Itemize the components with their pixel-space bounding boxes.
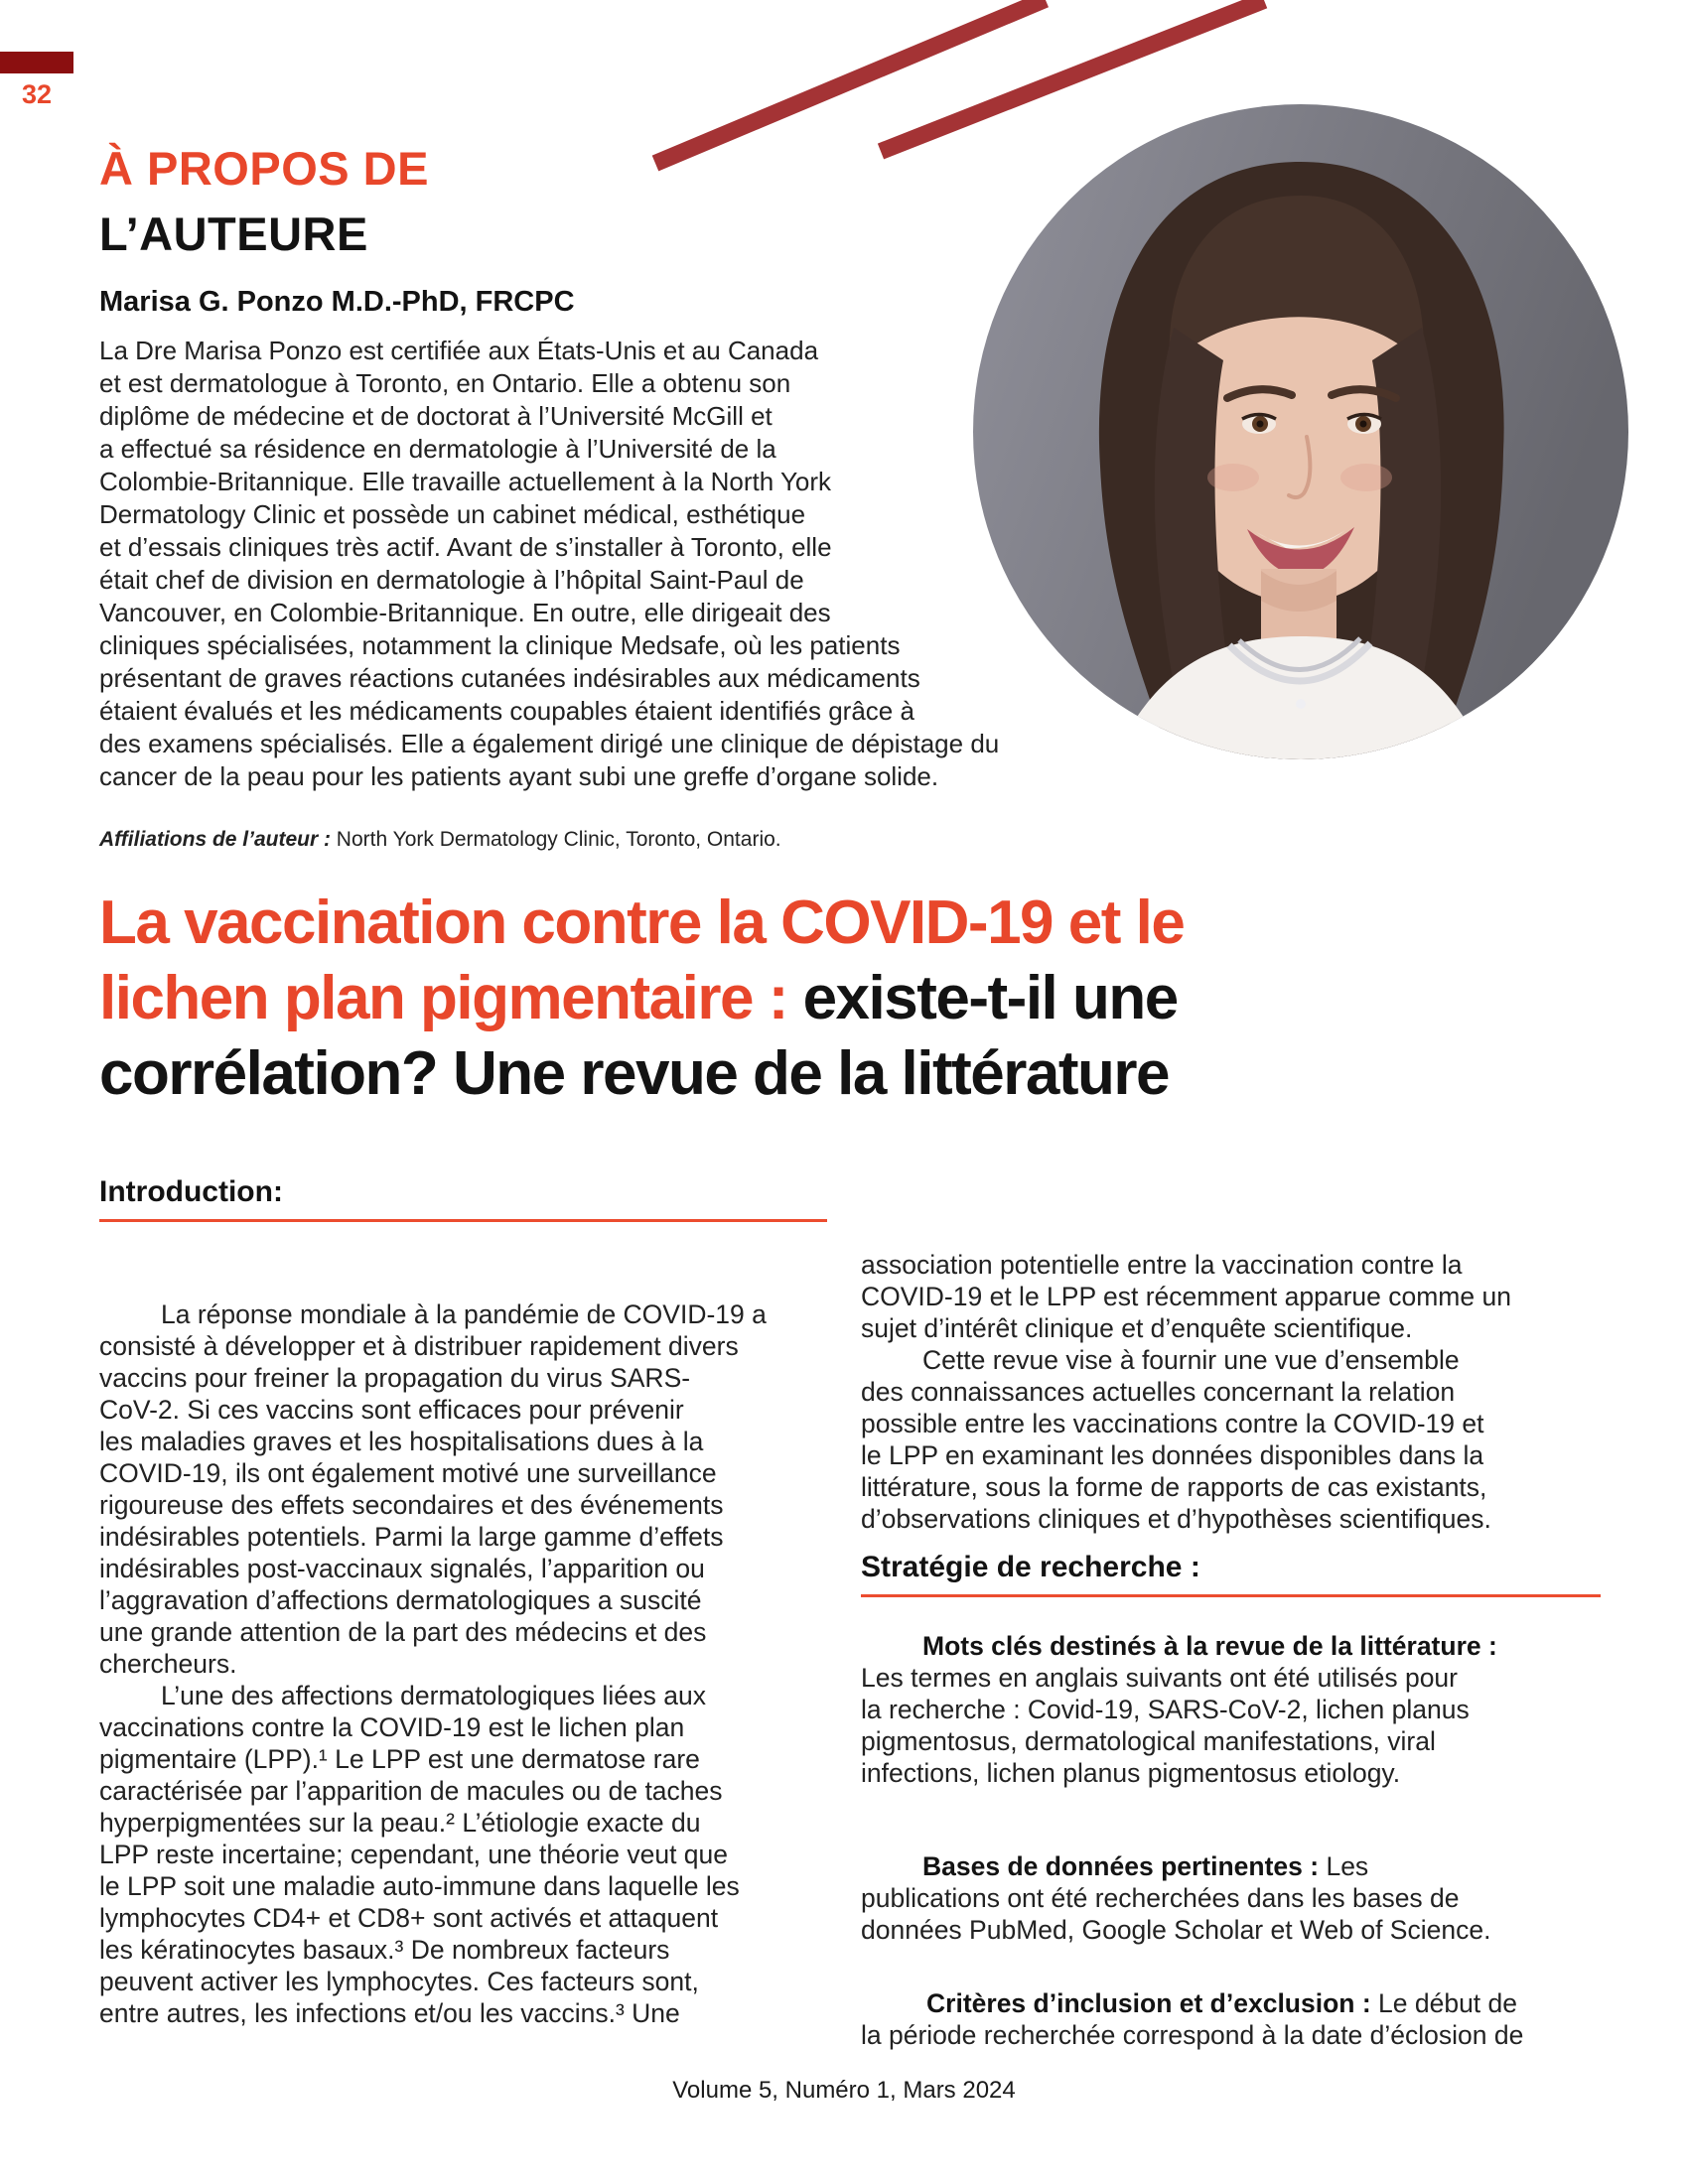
- author-bio: [99, 335, 999, 793]
- body-line: la recherche : Covid-19, SARS-CoV-2, lichen planus: [861, 1695, 1470, 1724]
- criteria-lead: Critères d’inclusion et d’exclusion :: [926, 1988, 1371, 2018]
- right-pupil: [1360, 421, 1367, 428]
- left-pupil: [1257, 421, 1264, 428]
- body-line: consisté à développer et à distribuer rapidement divers: [99, 1331, 739, 1361]
- article-title: [99, 886, 1184, 1112]
- body-text: Le début de: [1370, 1988, 1518, 2018]
- affiliations-text: North York Dermatology Clinic, Toronto, Ontario.: [330, 828, 781, 851]
- body-line: rigoureuse des effets secondaires et des événements: [99, 1490, 724, 1520]
- right-blush: [1340, 464, 1392, 491]
- introduction-paragraph-1: [99, 1298, 767, 1680]
- bio-line: Vancouver, en Colombie-Britannique. En outre, elle dirigeait des: [99, 598, 831, 627]
- body-line: indésirables potentiels. Parmi la large gamme d’effets: [99, 1522, 724, 1552]
- title-line1: [99, 886, 1184, 961]
- body-line: publications ont été recherchées dans les bases de: [861, 1883, 1460, 1913]
- about-kicker-line1: À PROPOS DE: [99, 142, 429, 195]
- journal-footer: Volume 5, Numéro 1, Mars 2024: [672, 2077, 1016, 2104]
- body-line: littérature, sous la forme de rapports de cas existants,: [861, 1472, 1487, 1502]
- author-photo: [973, 104, 1628, 759]
- diagonal-stripe-1: [652, 0, 1049, 171]
- body-line: lymphocytes CD4+ et CD8+ sont activés et attaquent: [99, 1903, 719, 1933]
- body-line: L’une des affections dermatologiques liées aux: [161, 1681, 707, 1710]
- body-line: association potentielle entre la vaccination contre la: [861, 1250, 1463, 1280]
- bio-line: cancer de la peau pour les patients ayant subi une greffe d’organe solide.: [99, 761, 939, 791]
- body-line: l’aggravation d’affections dermatologiques a suscité: [99, 1585, 702, 1615]
- body-line: indésirables post-vaccinaux signalés, l’apparition ou: [99, 1554, 705, 1583]
- body-line: le LPP soit une maladie auto-immune dans laquelle les: [99, 1871, 740, 1901]
- body-line: entre autres, les infections et/ou les vaccins.³ Une: [99, 1998, 680, 2028]
- page-number: 32: [22, 79, 53, 109]
- body-line: pigmentaire (LPP).¹ Le LPP est une dermatose rare: [99, 1744, 700, 1774]
- necklace-gem: [1296, 699, 1306, 709]
- databases-lead: Bases de données pertinentes :: [922, 1851, 1320, 1881]
- body-line: possible entre les vaccinations contre la COVID-19 et: [861, 1409, 1484, 1438]
- bio-line: étaient évalués et les médicaments coupables étaient identifiés grâce à: [99, 696, 914, 726]
- body-line: CoV-2. Si ces vaccins sont efficaces pour prévenir: [99, 1395, 684, 1425]
- bio-line: cliniques spécialisées, notamment la clinique Medsafe, où les patients: [99, 630, 901, 660]
- bio-line: et d’essais cliniques très actif. Avant de s’installer à Toronto, elle: [99, 532, 832, 562]
- author-name: Marisa G. Ponzo M.D.-PhD, FRCPC: [99, 286, 575, 318]
- left-blush: [1207, 464, 1259, 491]
- introduction-heading: Introduction:: [99, 1175, 283, 1208]
- introduction-paragraph-2: [99, 1680, 740, 2029]
- body-line: données PubMed, Google Scholar et Web of Science.: [861, 1915, 1491, 1945]
- title-accent-text: lichen plan pigmentaire :: [99, 964, 803, 1032]
- about-kicker-line2: L’AUTEURE: [99, 207, 368, 260]
- author-affiliations: [99, 828, 781, 852]
- body-line: des connaissances actuelles concernant la relation: [861, 1377, 1456, 1407]
- body-line: [861, 1850, 1490, 1882]
- body-line: Les termes en anglais suivants ont été utilisés pour: [861, 1663, 1458, 1693]
- affiliations-label: Affiliations de l’auteur :: [99, 828, 331, 851]
- title-plain-text: existe-t-il une: [802, 964, 1178, 1032]
- body-line: vaccins pour freiner la propagation du virus SARS-: [99, 1363, 691, 1393]
- body-line: LPP reste incertaine; cependant, une théorie veut que: [99, 1840, 729, 1869]
- introduction-heading-rule: [99, 1219, 827, 1222]
- search-strategy-heading-rule: [861, 1594, 1601, 1597]
- right-column-paragraph-continuation: [861, 1249, 1511, 1344]
- bio-line: était chef de division en dermatologie à l’hôpital Saint-Paul de: [99, 565, 804, 595]
- keywords-paragraph: [861, 1630, 1497, 1789]
- body-line: hyperpigmentées sur la peau.² L’étiologie exacte du: [99, 1808, 701, 1838]
- title-accent-text: La vaccination contre la COVID-19 et le: [99, 888, 1185, 957]
- bio-line: diplôme de médecine et de doctorat à l’Université McGill et: [99, 401, 773, 431]
- criteria-paragraph: [861, 1987, 1523, 2051]
- title-line3: corrélation? Une revue de la littérature: [99, 1039, 1170, 1108]
- databases-paragraph: [861, 1850, 1490, 1946]
- body-line: la période recherchée correspond à la date d’éclosion de: [861, 2020, 1524, 2050]
- body-line: Cette revue vise à fournir une vue d’ensemble: [922, 1345, 1460, 1375]
- author-portrait-illustration: [973, 104, 1628, 759]
- bio-line: Colombie-Britannique. Elle travaille actuellement à la North York: [99, 467, 832, 496]
- keywords-lead: Mots clés destinés à la revue de la littérature :: [922, 1631, 1497, 1661]
- body-line: [861, 1987, 1523, 2019]
- body-line: pigmentosus, dermatological manifestations, viral: [861, 1726, 1436, 1756]
- right-column-paragraph-2: [861, 1344, 1491, 1535]
- body-line: COVID-19, ils ont également motivé une surveillance: [99, 1458, 717, 1488]
- bio-line: présentant de graves réactions cutanées indésirables aux médicaments: [99, 663, 920, 693]
- title-line2: [99, 961, 1184, 1036]
- body-line: La réponse mondiale à la pandémie de COVID-19 a: [161, 1299, 767, 1329]
- body-line: vaccinations contre la COVID-19 est le lichen plan: [99, 1712, 685, 1742]
- folio-rect: [0, 52, 73, 73]
- bio-line: a effectué sa résidence en dermatologie à l’Université de la: [99, 434, 776, 464]
- body-line: les maladies graves et les hospitalisations dues à la: [99, 1427, 704, 1456]
- body-line: d’observations cliniques et d’hypothèses scientifiques.: [861, 1504, 1491, 1534]
- body-line: peuvent activer les lymphocytes. Ces facteurs sont,: [99, 1967, 699, 1996]
- search-strategy-heading: Stratégie de recherche :: [861, 1551, 1200, 1583]
- body-line: infections, lichen planus pigmentosus etiology.: [861, 1758, 1401, 1788]
- body-line: les kératinocytes basaux.³ De nombreux facteurs: [99, 1935, 670, 1965]
- bio-line: Dermatology Clinic et possède un cabinet médical, esthétique: [99, 499, 806, 529]
- body-line: le LPP en examinant les données disponibles dans la: [861, 1440, 1484, 1470]
- body-line: sujet d’intérêt clinique et d’enquête scientifique.: [861, 1313, 1413, 1343]
- bio-line: des examens spécialisés. Elle a également dirigé une clinique de dépistage du: [99, 729, 1000, 758]
- body-line: COVID-19 et le LPP est récemment apparue comme un: [861, 1282, 1511, 1311]
- body-text: Les: [1319, 1851, 1369, 1881]
- body-line: chercheurs.: [99, 1649, 237, 1679]
- bio-line: et est dermatologue à Toronto, en Ontario. Elle a obtenu son: [99, 368, 791, 398]
- body-line: caractérisée par l’apparition de macules ou de taches: [99, 1776, 723, 1806]
- body-line: une grande attention de la part des médecins et des: [99, 1617, 707, 1647]
- bio-line: La Dre Marisa Ponzo est certifiée aux États-Unis et au Canada: [99, 336, 819, 365]
